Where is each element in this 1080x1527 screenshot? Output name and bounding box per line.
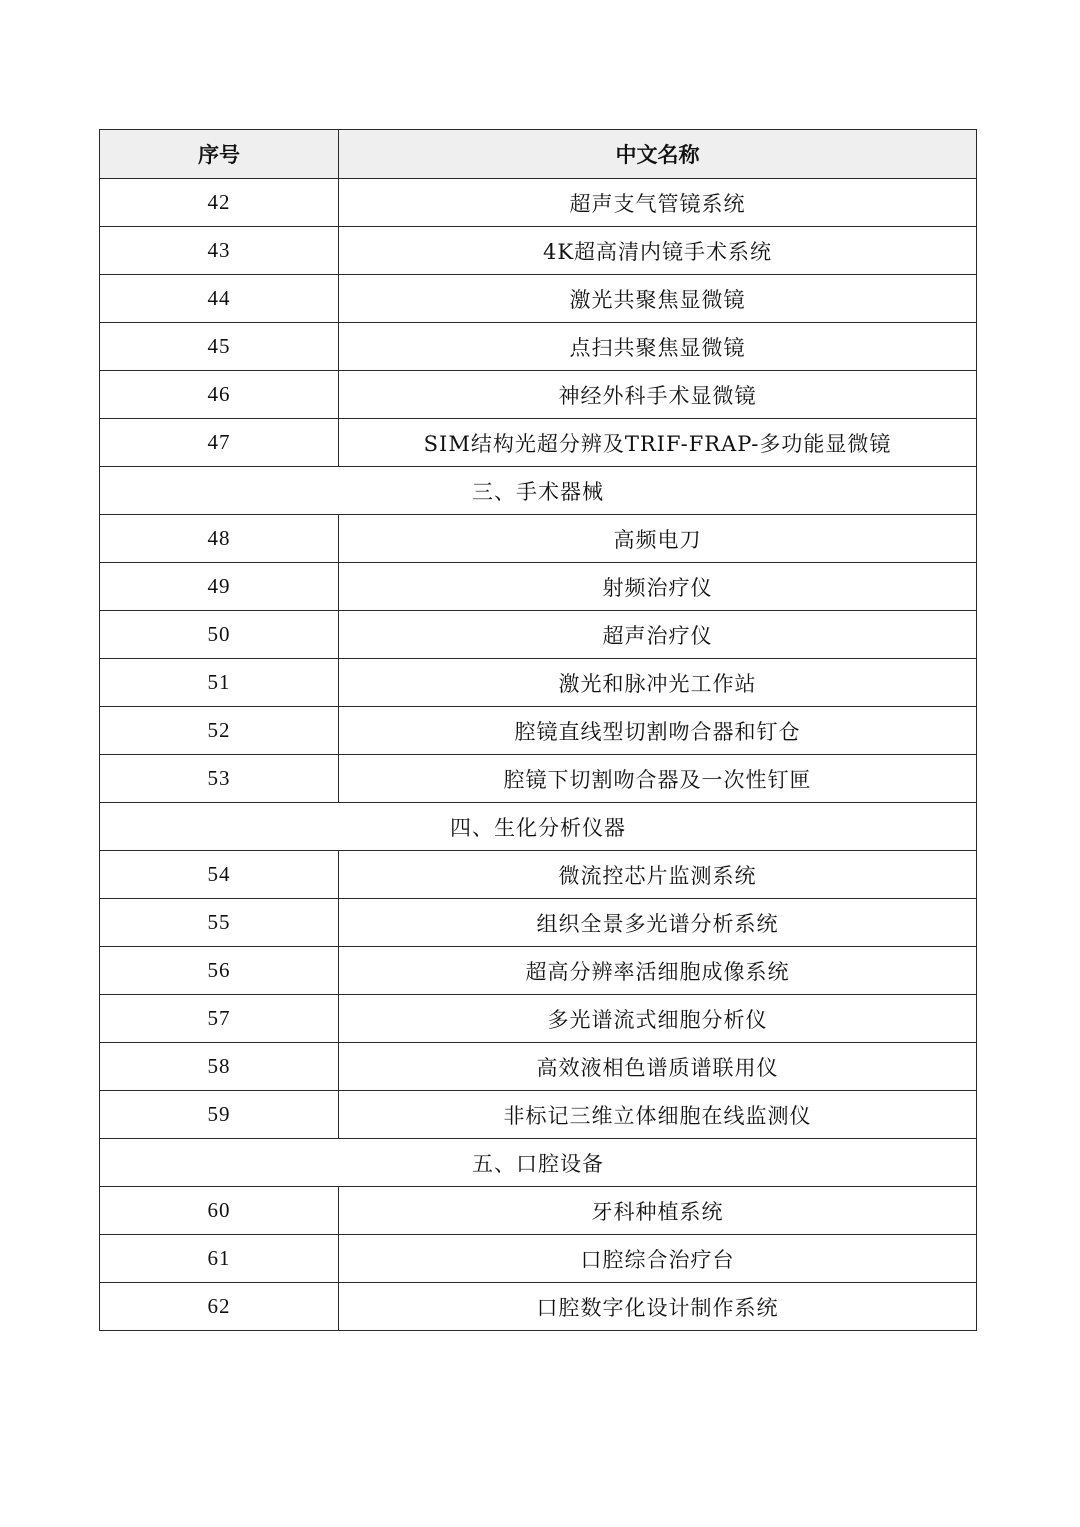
serial-number: 54: [100, 851, 339, 899]
item-name: 点扫共聚焦显微镜: [339, 323, 977, 371]
table-row: [100, 947, 977, 995]
section-heading-row: [100, 467, 977, 515]
table-header-row: [100, 130, 977, 179]
item-name: 激光和脉冲光工作站: [339, 659, 977, 707]
serial-number: 59: [100, 1091, 339, 1139]
serial-number: 55: [100, 899, 339, 947]
item-name: 口腔综合治疗台: [339, 1235, 977, 1283]
item-name: 高效液相色谱质谱联用仪: [339, 1043, 977, 1091]
item-name: SIM结构光超分辨及TRIF-FRAP-多功能显微镜: [339, 419, 977, 467]
table-row: [100, 1091, 977, 1139]
section-heading-biochemical-analyzers: 四、生化分析仪器: [100, 803, 977, 851]
serial-number: 57: [100, 995, 339, 1043]
serial-number: 52: [100, 707, 339, 755]
section-heading-row: [100, 1139, 977, 1187]
table-row: [100, 515, 977, 563]
serial-number: 50: [100, 611, 339, 659]
table-row: [100, 1235, 977, 1283]
item-name: 口腔数字化设计制作系统: [339, 1283, 977, 1331]
serial-number: 49: [100, 563, 339, 611]
table-row: [100, 1187, 977, 1235]
item-name: 超声支气管镜系统: [339, 179, 977, 227]
serial-number: 62: [100, 1283, 339, 1331]
serial-number: 44: [100, 275, 339, 323]
serial-number: 42: [100, 179, 339, 227]
table-row: [100, 179, 977, 227]
table-row: [100, 227, 977, 275]
header-chinese-name: 中文名称: [339, 130, 977, 179]
item-name: 4K超高清内镜手术系统: [339, 227, 977, 275]
table-row: [100, 659, 977, 707]
item-name: 微流控芯片监测系统: [339, 851, 977, 899]
serial-number: 58: [100, 1043, 339, 1091]
table-row: [100, 1043, 977, 1091]
table-row: [100, 371, 977, 419]
table-row: [100, 563, 977, 611]
section-heading-row: [100, 803, 977, 851]
header-serial-number: 序号: [100, 130, 339, 179]
item-name: 非标记三维立体细胞在线监测仪: [339, 1091, 977, 1139]
serial-number: 45: [100, 323, 339, 371]
table-row: [100, 611, 977, 659]
item-name: 神经外科手术显微镜: [339, 371, 977, 419]
table-row: [100, 1283, 977, 1331]
table-row: [100, 899, 977, 947]
table-row: [100, 995, 977, 1043]
section-heading-dental-equipment: 五、口腔设备: [100, 1139, 977, 1187]
serial-number: 47: [100, 419, 339, 467]
item-name: 腔镜下切割吻合器及一次性钉匣: [339, 755, 977, 803]
table-row: [100, 707, 977, 755]
serial-number: 61: [100, 1235, 339, 1283]
table-row: [100, 851, 977, 899]
serial-number: 43: [100, 227, 339, 275]
item-name: 超声治疗仪: [339, 611, 977, 659]
table-row: [100, 755, 977, 803]
item-name: 牙科种植系统: [339, 1187, 977, 1235]
serial-number: 53: [100, 755, 339, 803]
item-name: 组织全景多光谱分析系统: [339, 899, 977, 947]
serial-number: 60: [100, 1187, 339, 1235]
section-heading-surgical-instruments: 三、手术器械: [100, 467, 977, 515]
table-row: [100, 323, 977, 371]
serial-number: 51: [100, 659, 339, 707]
item-name: 腔镜直线型切割吻合器和钉仓: [339, 707, 977, 755]
serial-number: 56: [100, 947, 339, 995]
item-name: 超高分辨率活细胞成像系统: [339, 947, 977, 995]
serial-number: 46: [100, 371, 339, 419]
serial-number: 48: [100, 515, 339, 563]
table-row: [100, 419, 977, 467]
table-row: [100, 275, 977, 323]
item-name: 高频电刀: [339, 515, 977, 563]
equipment-table: [99, 129, 977, 1331]
item-name: 激光共聚焦显微镜: [339, 275, 977, 323]
item-name: 射频治疗仪: [339, 563, 977, 611]
item-name: 多光谱流式细胞分析仪: [339, 995, 977, 1043]
